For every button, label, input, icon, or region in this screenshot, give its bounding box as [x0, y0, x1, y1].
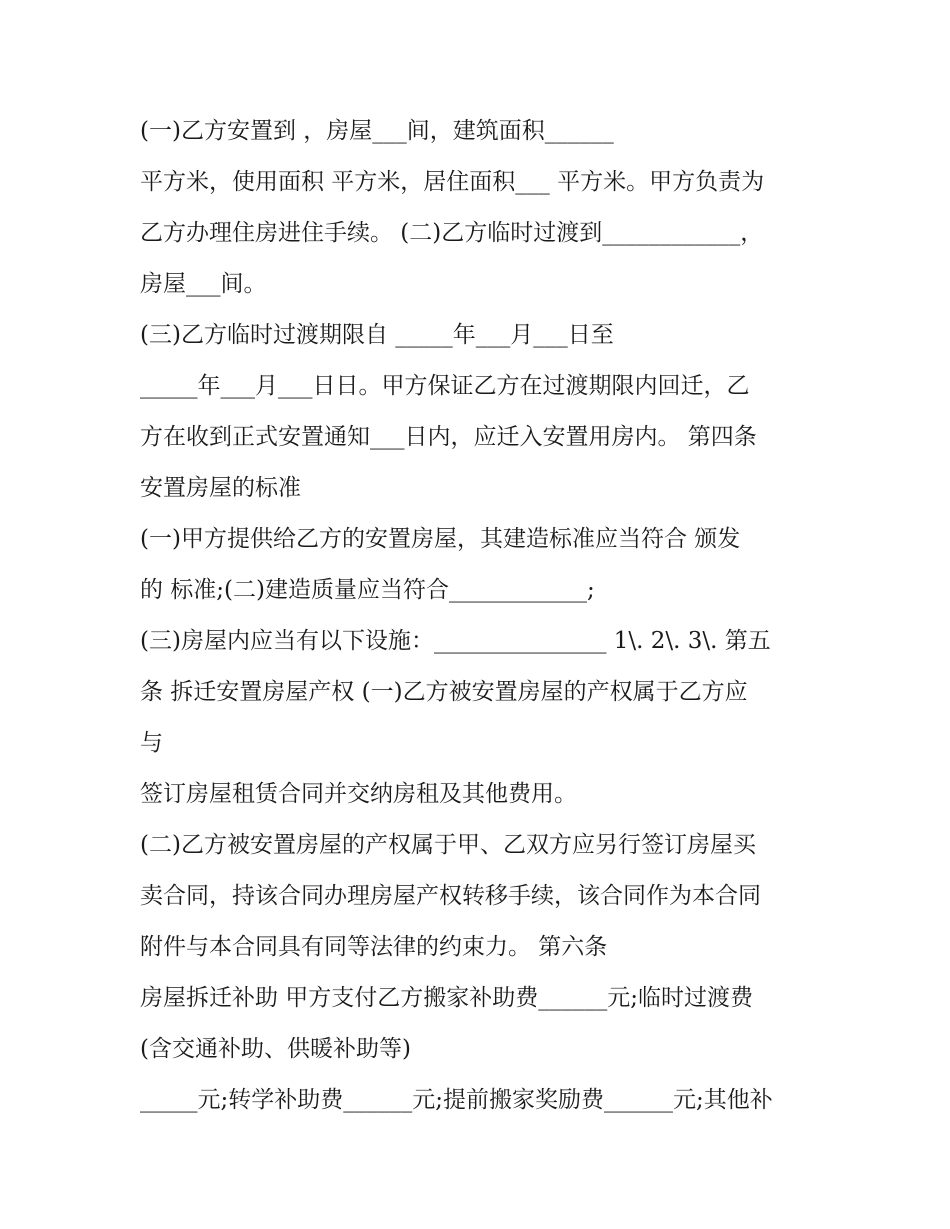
text-line: (三)房屋内应当有以下设施：_______________ 1\. 2\. 3\. 第五	[140, 628, 771, 654]
text-line: 的 标准;(二)建造质量应当符合____________;	[140, 577, 595, 603]
text-line: (二)乙方被安置房屋的产权属于甲、乙双方应另行签订房屋买	[140, 832, 756, 858]
text-line: 卖合同，持该合同办理房屋产权转移手续，该合同作为本合同	[140, 883, 761, 909]
text-line: (一)乙方安置到 ，房屋___间，建筑面积______	[140, 118, 614, 144]
text-line: (含交通补助、供暖补助等)	[140, 1036, 411, 1062]
text-line: (三)乙方临时过渡期限自 _____年___月___日至	[140, 322, 614, 348]
text-line: _____元;转学补助费______元;提前搬家奖励费______元;其他补	[140, 1087, 773, 1113]
text-line: 房屋___间。	[140, 271, 267, 297]
document-body	[140, 108, 830, 1128]
text-line: 房屋拆迁补助 甲方支付乙方搬家补助费______元;临时过渡费	[140, 985, 754, 1011]
text-line: 条 拆迁安置房屋产权 (一)乙方被安置房屋的产权属于乙方应	[140, 679, 748, 705]
text-line: 附件与本合同具有同等法律的约束力。 第六条	[140, 934, 608, 960]
text-line: 签订房屋租赁合同并交纳房租及其他费用。	[140, 781, 577, 807]
text-line: _____年___月___日日。甲方保证乙方在过渡期限内回迁，乙	[140, 373, 750, 399]
text-line: 乙方办理住房进住手续。 (二)乙方临时过渡到____________，	[140, 220, 764, 246]
text-line: 方在收到正式安置通知___日内，应迁入安置用房内。 第四条	[140, 424, 757, 450]
text-line: (一)甲方提供给乙方的安置房屋，其建造标准应当符合 颁发	[140, 526, 741, 552]
text-line: 平方米，使用面积 平方米，居住面积___ 平方米。甲方负责为	[140, 169, 765, 195]
text-line: 与	[140, 730, 163, 756]
text-line: 安置房屋的标准	[140, 475, 301, 501]
